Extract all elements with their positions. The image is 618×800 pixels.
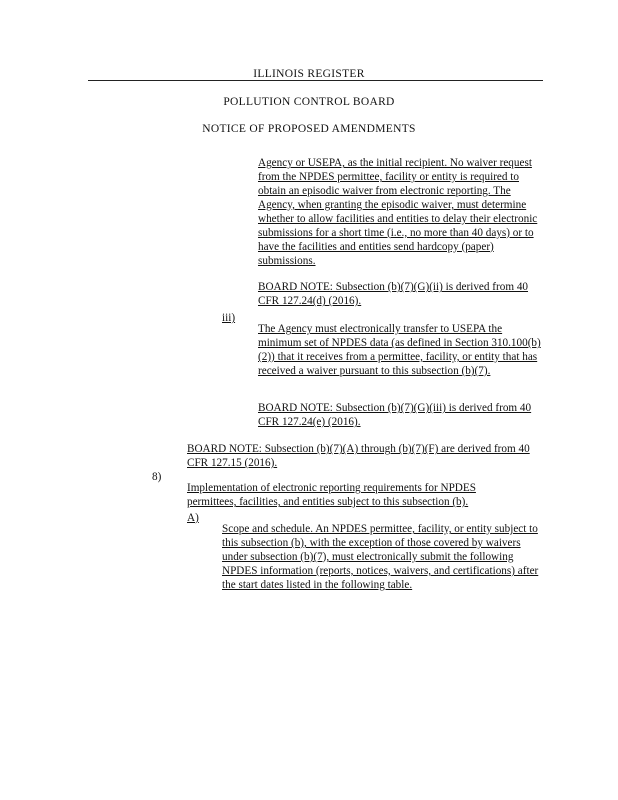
paragraph-continuation: Agency or USEPA, as the initial recipient. No waiver request from the NPDES permittee, facility or entity is required to obtain an episodic waiver from electronic reporting. The Agency, when granting the episodic waiver, must determine whether to allow facilities and entities to delay their electronic submissions for a short time (i.e., no more than 40 days) or to have the facilities and entities send hardcopy (paper) submissions. xyxy=(258,157,538,267)
item-iii-marker: iii) xyxy=(222,312,236,324)
board-note-a-through-f: BOARD NOTE: Subsection (b)(7)(A) through (b)(7)(F) are derived from 40 CFR 127.15 (2016). xyxy=(187,443,530,470)
board-title: POLLUTION CONTROL BOARD xyxy=(223,96,395,108)
item-8-text: Implementation of electronic reporting requirements for NPDES permittees, facilities, and entities subject to this subsection (b). xyxy=(187,482,476,509)
board-note-ii: BOARD NOTE: Subsection (b)(7)(G)(ii) is derived from 40 CFR 127.24(d) (2016). xyxy=(258,281,529,308)
header-rule xyxy=(88,80,543,81)
item-a-text: Scope and schedule. An NPDES permittee, facility, or entity subject to this subsection (b), with the exception of those covered by waivers under subsection (b)(7), must electronically submit the following NPDES information (reports, notices, waivers, and certifications) after the start dates listed in the following table. xyxy=(222,523,539,591)
register-title-text: ILLINOIS REGISTER xyxy=(249,68,368,80)
item-a-marker: A) xyxy=(187,512,199,524)
item-iii-text: The Agency must electronically transfer to USEPA the minimum set of NPDES data (as defined in Section 310.100(b)(2)) that it receives from a permittee, facility, or entity that has received a waiver pursuant to this subsection (b)(7). xyxy=(258,323,541,377)
notice-title: NOTICE OF PROPOSED AMENDMENTS xyxy=(202,123,416,135)
register-title xyxy=(0,68,618,80)
item-8-marker: 8) xyxy=(152,471,162,483)
board-note-iii: BOARD NOTE: Subsection (b)(7)(G)(iii) is derived from 40 CFR 127.24(e) (2016). xyxy=(258,402,532,429)
